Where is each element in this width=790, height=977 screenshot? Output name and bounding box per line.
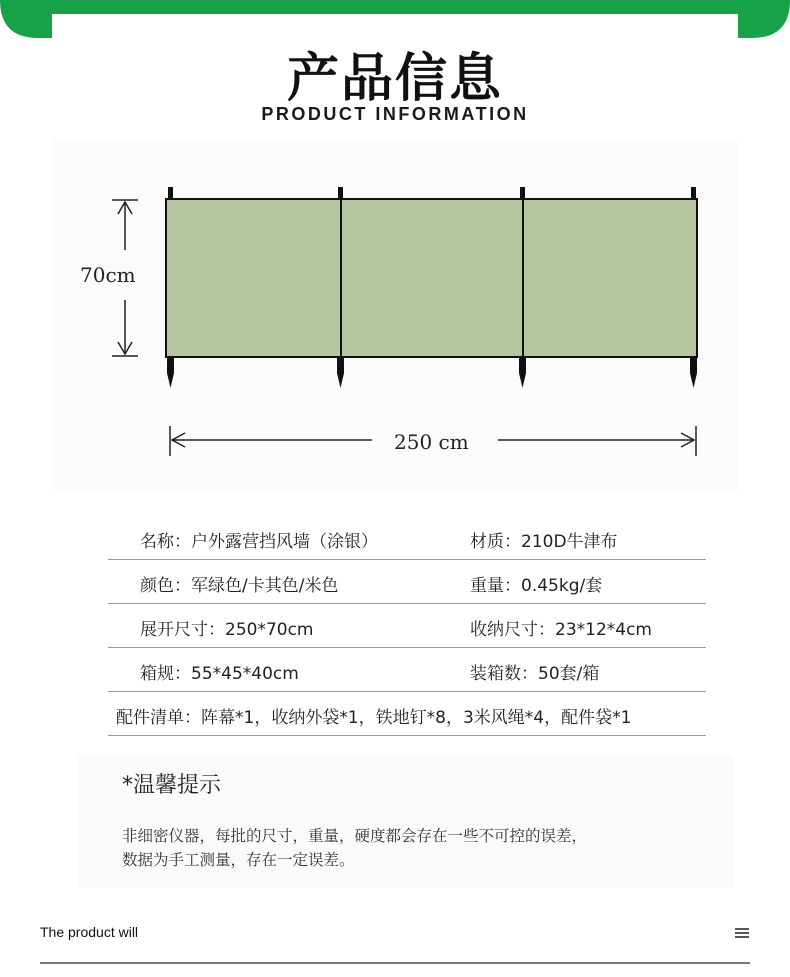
hamburger-menu-icon[interactable] xyxy=(735,928,749,938)
page-subtitle: PRODUCT INFORMATION xyxy=(261,104,529,124)
spec-material: 材质：210D牛津布 xyxy=(470,532,618,552)
spec-row xyxy=(108,559,706,604)
spec-weight: 重量：0.45kg/套 xyxy=(470,576,603,596)
tips-text xyxy=(122,824,722,872)
pole-top xyxy=(338,187,343,200)
spec-row xyxy=(108,603,706,648)
spec-color: 颜色：军绿色/卡其色/米色 xyxy=(140,576,339,596)
height-label: 70cm xyxy=(80,263,136,287)
pole-top xyxy=(520,187,525,200)
tips-box xyxy=(78,756,734,888)
page-title: 产品信息 xyxy=(286,49,503,109)
spec-row xyxy=(108,515,706,560)
spec-row xyxy=(108,691,706,736)
windbreak-panel xyxy=(166,199,697,357)
tips-line: 数据为手工测量，存在一定误差。 xyxy=(122,851,355,869)
spec-carton-qty: 装箱数：50套/箱 xyxy=(470,664,600,684)
spec-accessories: 配件清单：阵幕*1，收纳外袋*1，铁地钉*8，3米风绳*4，配件袋*1 xyxy=(116,708,632,728)
spec-carton-size: 箱规：55*45*40cm xyxy=(140,664,299,684)
spec-row xyxy=(108,647,706,692)
footer-text: The product will xyxy=(40,924,139,940)
spec-unfolded-size: 展开尺寸：250*70cm xyxy=(140,620,314,640)
spec-name: 名称：户外露营挡风墙（涂银） xyxy=(140,532,378,552)
tips-title: *温馨提示 xyxy=(122,773,222,798)
ground-stake xyxy=(167,357,174,388)
spec-packed-size: 收纳尺寸：23*12*4cm xyxy=(470,620,652,640)
tips-line: 非细密仪器，每批的尺寸，重量，硬度都会存在一些不可控的误差， xyxy=(122,827,588,845)
footer-divider xyxy=(40,962,750,964)
ground-stake xyxy=(337,357,344,388)
pole-top xyxy=(691,187,696,200)
ground-stake xyxy=(690,357,697,388)
ground-stake xyxy=(519,357,526,388)
width-label: 250 cm xyxy=(394,430,469,454)
pole-top xyxy=(168,187,173,200)
